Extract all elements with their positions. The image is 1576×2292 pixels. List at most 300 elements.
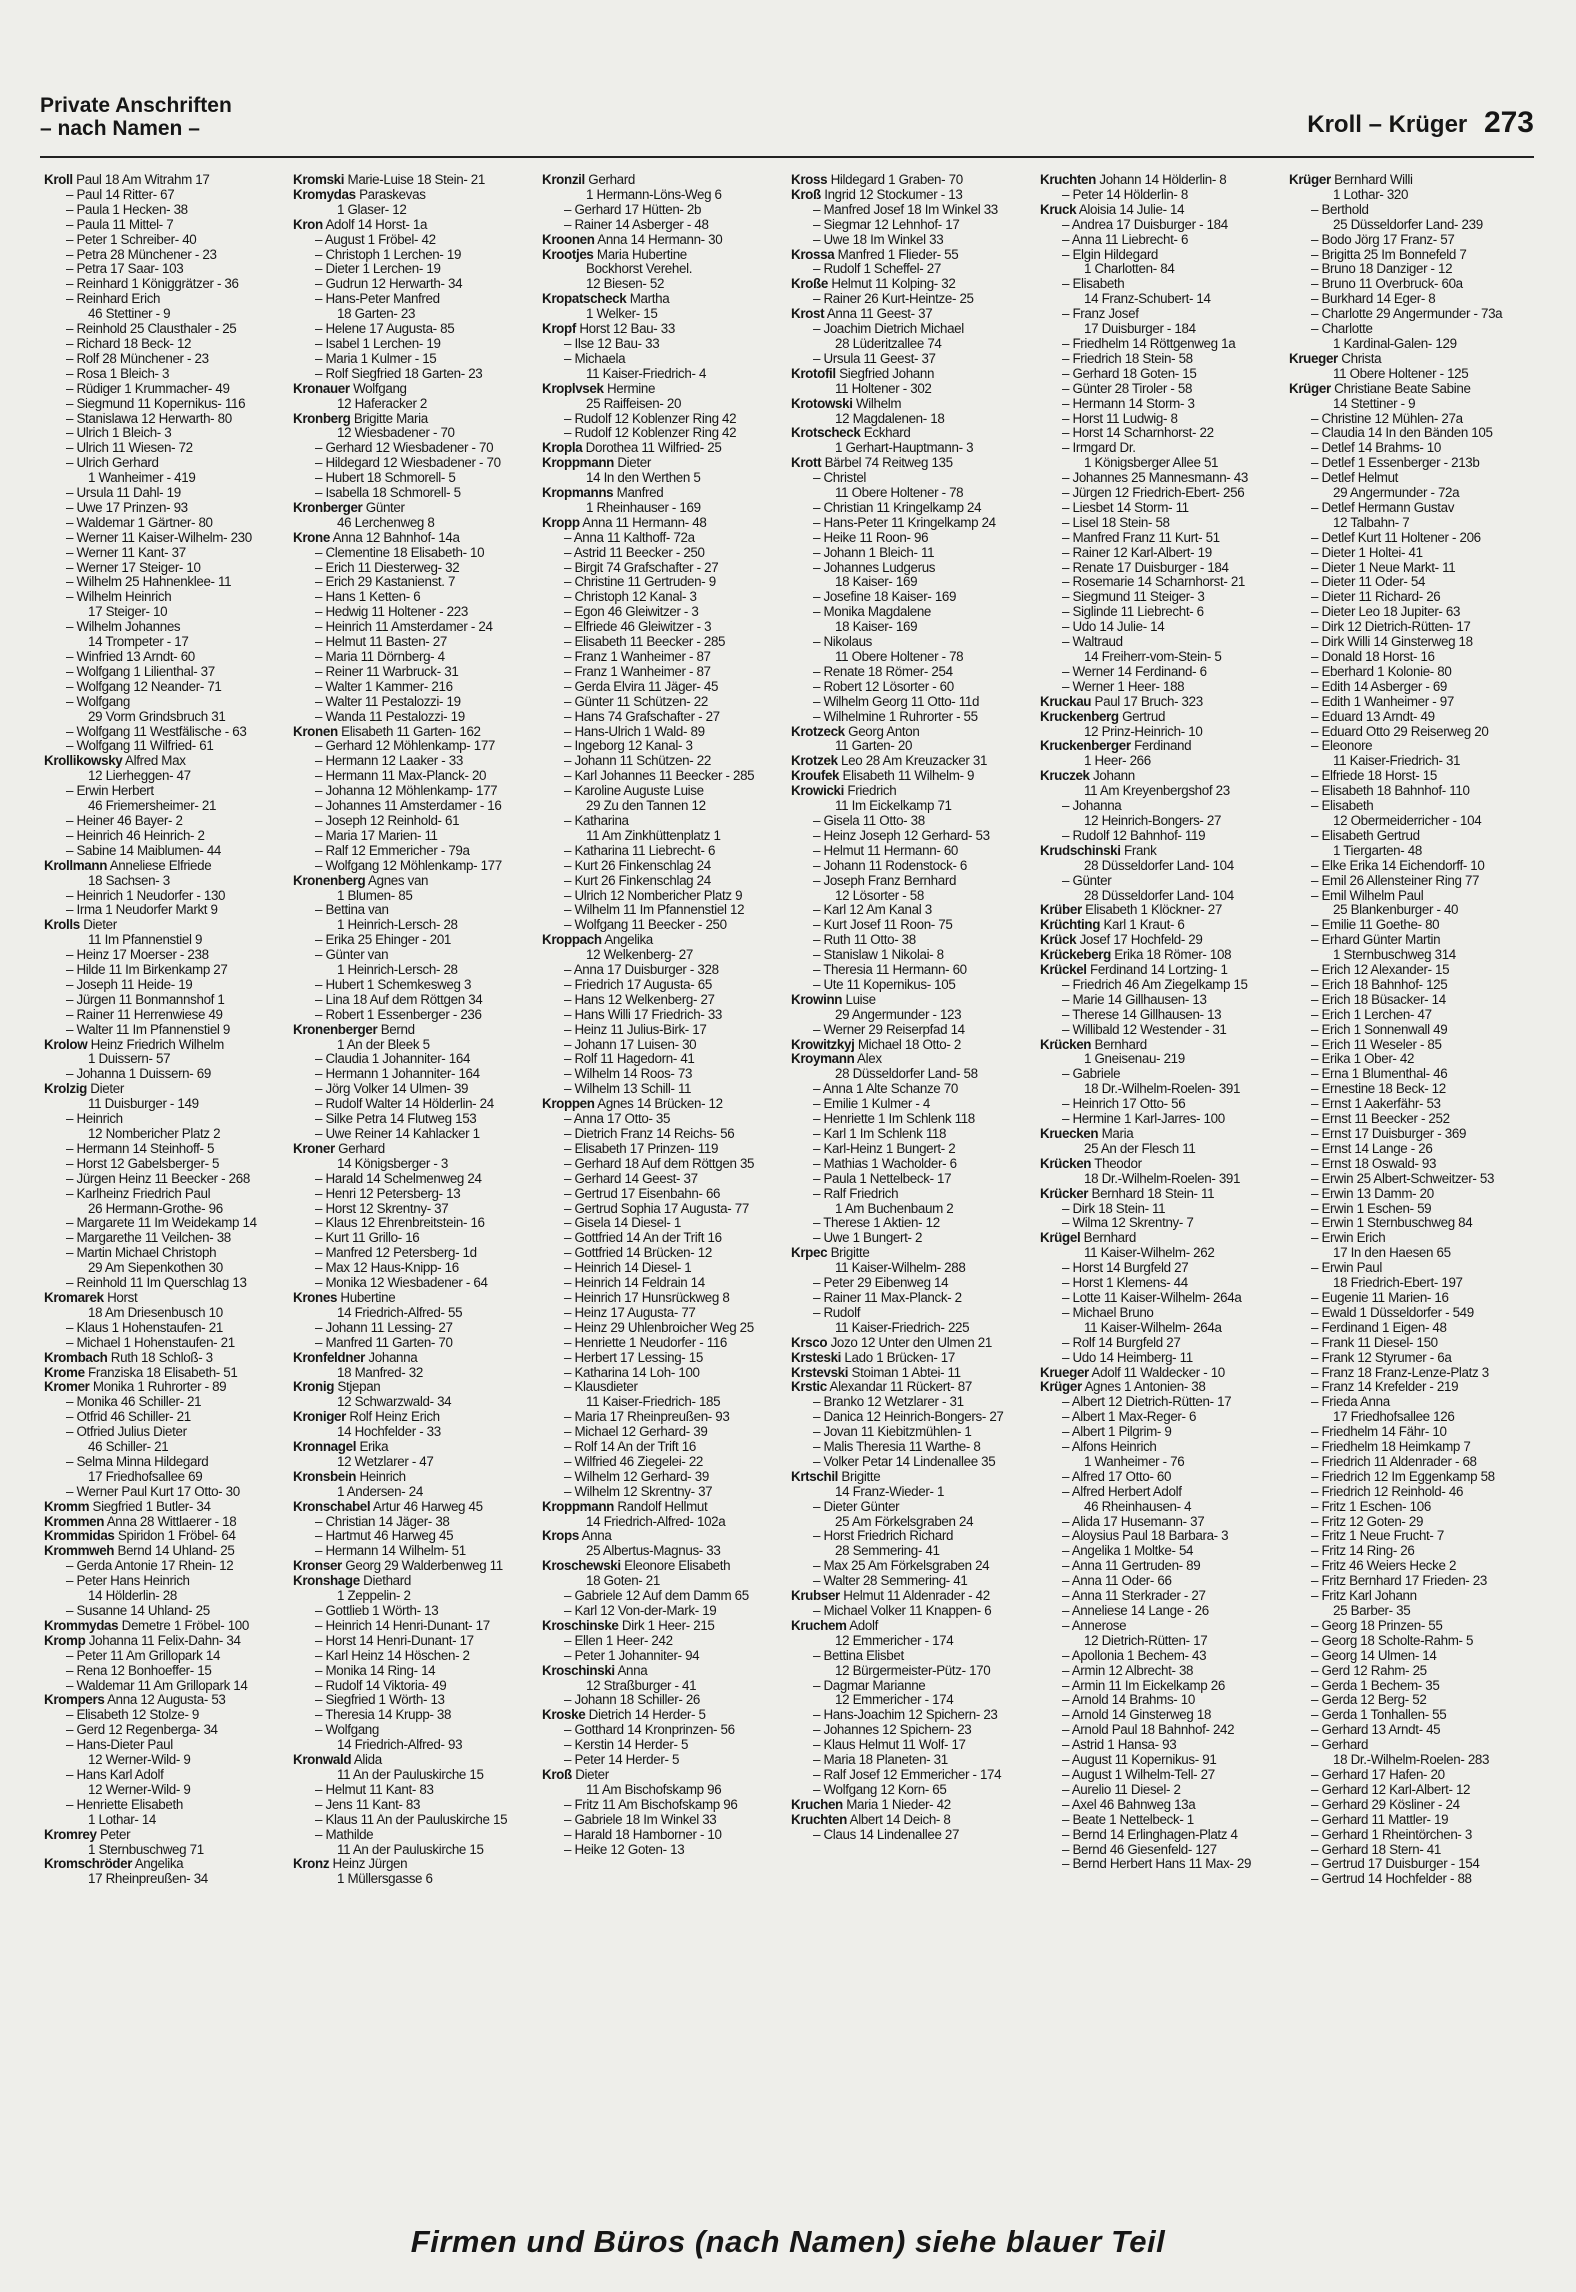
directory-entry: Kron Adolf 14 Horst- 1a <box>293 217 428 232</box>
directory-entry: – Erich 18 Büsacker- 14 <box>1311 992 1446 1007</box>
directory-entry: Kronenberg Agnes van <box>293 873 429 888</box>
directory-entry: – Maria 18 Planeten- 31 <box>813 1753 948 1768</box>
directory-entry: – Ralf 12 Emmericher - 79a <box>315 843 470 858</box>
directory-entry: 12 Emmericher - 174 <box>835 1633 954 1648</box>
directory-entry: Kronenberger Bernd <box>293 1022 415 1037</box>
directory-entry: – Gertrud 17 Eisenbahn- 66 <box>564 1186 721 1201</box>
directory-entry: – Franz 1 Wanheimer - 87 <box>564 650 711 664</box>
directory-entry: Kroufek Elisabeth 11 Wilhelm- 9 <box>791 769 975 784</box>
directory-entry: – Wolfgang 11 Wilfried- 61 <box>66 739 214 754</box>
directory-entry: – Gerhard 18 Stern- 41 <box>1311 1842 1442 1857</box>
directory-entry: – Heinz 29 Uhlenbroicher Weg 25 <box>564 1320 754 1335</box>
directory-entry: Krueger Christa <box>1289 351 1382 366</box>
directory-entry: 18 Kaiser- 169 <box>835 620 918 635</box>
directory-entry: – Erwin 13 Damm- 20 <box>1311 1186 1434 1201</box>
directory-entry: – Christoph 1 Lerchen- 19 <box>315 247 462 262</box>
directory-entry: – Peter 14 Herder- 5 <box>564 1753 680 1768</box>
directory-entry: Krotzeck Georg Anton <box>791 724 920 739</box>
directory-entry: – Emil Wilhelm Paul <box>1311 888 1424 903</box>
directory-entry: – Erwin 1 Eschen- 59 <box>1311 1201 1432 1216</box>
directory-entry: 14 Friedrich-Alfred- 93 <box>337 1738 463 1753</box>
directory-entry: – Werner 14 Ferdinand- 6 <box>1062 664 1207 679</box>
directory-entry: 17 Friedhofsallee 69 <box>88 1469 203 1484</box>
directory-entry: 1 Tiergarten- 48 <box>1333 843 1422 858</box>
directory-entry: – Berthold <box>1311 202 1369 217</box>
directory-entry: 25 An der Flesch 11 <box>1084 1141 1196 1156</box>
directory-entry: – Ulrich Gerhard <box>66 456 159 471</box>
directory-entry: – Gudrun 12 Herwarth- 34 <box>315 277 463 292</box>
directory-entry: – Eleonore <box>1311 739 1373 754</box>
directory-entry: 1 Duissern- 57 <box>88 1052 171 1067</box>
directory-entry: 14 Hölderlin- 28 <box>88 1589 177 1604</box>
directory-entry: – Heiner 46 Bayer- 2 <box>66 813 183 828</box>
directory-entry: Kruckau Paul 17 Bruch- 323 <box>1040 694 1203 709</box>
directory-entry: 18 Kaiser- 169 <box>835 575 918 590</box>
directory-entry: Kroppen Agnes 14 Brücken- 12 <box>542 1097 723 1112</box>
directory-entry: 18 Dr.-Wilhelm-Roelen- 391 <box>1084 1171 1241 1186</box>
directory-entry: – Ernst 18 Oswald- 93 <box>1311 1156 1437 1171</box>
directory-entry: – Helene 17 Augusta- 85 <box>315 322 455 337</box>
directory-entry: Bockhorst Verehel. <box>586 262 693 277</box>
directory-entry: – Friedrich 12 Im Eggenkamp 58 <box>1311 1469 1495 1484</box>
directory-entry: – Waldemar 1 Gärtner- 80 <box>66 515 213 530</box>
directory-entry: – Georg 18 Scholte-Rahm- 5 <box>1311 1633 1474 1648</box>
directory-entry: – Erich 18 Bahnhof- 125 <box>1311 977 1448 992</box>
directory-entry: Krtschil Brigitte <box>791 1469 881 1484</box>
directory-entry: – Johannes 11 Amsterdamer - 16 <box>315 799 502 814</box>
directory-entry: 17 Rheinpreußen- 34 <box>88 1872 208 1887</box>
directory-entry: 18 Sachsen- 3 <box>88 873 170 888</box>
directory-entry: – Peter 11 Am Grillopark 14 <box>66 1648 221 1663</box>
directory-entry: – Anna 11 Kalthoff- 72a <box>564 530 695 545</box>
directory-entry: – Albert 1 Max-Reger- 6 <box>1062 1410 1197 1425</box>
directory-entry: – Christine 11 Gertruden- 9 <box>564 575 716 590</box>
directory-entry: 1 Heinrich-Lersch- 28 <box>337 918 458 933</box>
directory-entry: – Christine 12 Mühlen- 27a <box>1311 411 1463 426</box>
directory-entry: 11 Garten- 20 <box>835 739 913 754</box>
directory-entry: 1 Charlotten- 84 <box>1084 262 1175 277</box>
directory-entry: – Walter 28 Semmering- 41 <box>813 1574 968 1589</box>
directory-entry: – Max 25 Am Förkelsgraben 24 <box>813 1559 990 1574</box>
directory-entry: – Rolf 11 Hagedorn- 41 <box>564 1052 695 1067</box>
directory-entry: – Klaus 1 Hohenstaufen- 21 <box>66 1320 223 1335</box>
directory-entry: – Ralf Friedrich <box>813 1186 899 1201</box>
directory-entry: – Eberhard 1 Kolonie- 80 <box>1311 664 1452 679</box>
directory-entry: – Emil 26 Allensteiner Ring 77 <box>1311 873 1480 888</box>
directory-entry: 18 Garten- 23 <box>337 307 416 322</box>
directory-entry: – Hermann 1 Johanniter- 164 <box>315 1067 480 1082</box>
directory-entry: – Jens 11 Kant- 83 <box>315 1797 421 1812</box>
directory-entry: – Mathias 1 Wacholder- 6 <box>813 1156 957 1171</box>
directory-entry: 12 Nombericher Platz 2 <box>88 1127 221 1141</box>
directory-entry: – Karl 12 Von-der-Mark- 19 <box>564 1604 717 1618</box>
directory-entry: 12 Werner-Wild- 9 <box>88 1782 191 1797</box>
directory-entry: – Horst 14 Scharnhorst- 22 <box>1062 426 1214 441</box>
directory-entry: – Helmut 11 Basten- 27 <box>315 635 447 650</box>
directory-entry: – Gerda Antonie 17 Rhein- 12 <box>66 1559 234 1574</box>
directory-entry: – Erwin 25 Albert-Schweitzer- 53 <box>1311 1171 1495 1186</box>
directory-entry: 12 Obermeiderricher - 104 <box>1333 813 1482 828</box>
directory-entry: Krüchting Karl 1 Kraut- 6 <box>1040 918 1185 933</box>
directory-entry: – Armin 12 Albrecht- 38 <box>1062 1663 1194 1678</box>
directory-entry: 1 Zeppelin- 2 <box>337 1589 411 1604</box>
directory-entry: Kroß Ingrid 12 Stockumer - 13 <box>791 187 963 202</box>
directory-entry: – Gerhard 14 Geest- 37 <box>564 1171 698 1186</box>
directory-entry: – Bettina van <box>315 903 389 918</box>
directory-entry: Krommweh Bernd 14 Uhland- 25 <box>44 1544 235 1559</box>
directory-entry: – Emilie 11 Goethe- 80 <box>1311 918 1440 933</box>
directory-entry: – Kurt Josef 11 Roon- 75 <box>813 918 953 933</box>
directory-entry: – Renate 18 Römer- 254 <box>813 664 953 679</box>
directory-entry: – Rudolf 12 Koblenzer Ring 42 <box>564 411 737 426</box>
directory-entry: – Wilhelm 13 Schill- 11 <box>564 1082 692 1097</box>
directory-entry: – Charlotte <box>1311 322 1373 337</box>
directory-entry: 46 Rheinhausen- 4 <box>1084 1499 1192 1514</box>
directory-entry: – Bodo Jörg 17 Franz- 57 <box>1311 232 1455 247</box>
directory-entry: – Heinrich 14 Henri-Dunant- 17 <box>315 1618 490 1633</box>
directory-entry: – Heinrich 17 Otto- 56 <box>1062 1097 1186 1112</box>
directory-entry: – Arnold Paul 18 Bahnhof- 242 <box>1062 1723 1235 1738</box>
directory-entry: – Manfred 12 Petersberg- 1d <box>315 1246 477 1261</box>
directory-entry: – Uwe 17 Prinzen- 93 <box>66 500 188 515</box>
directory-entry: – Karlheinz Friedrich Paul <box>66 1186 211 1201</box>
directory-entry: 1 An der Bleek 5 <box>337 1037 430 1052</box>
directory-entry: – Claus 14 Lindenallee 27 <box>813 1827 960 1842</box>
directory-entry: – Johann 17 Luisen- 30 <box>564 1037 697 1052</box>
directory-entry: 14 In den Werthen 5 <box>586 471 701 486</box>
directory-entry: – Friedhelm 14 Fähr- 10 <box>1311 1425 1447 1440</box>
directory-entry: – Eugenie 11 Marien- 16 <box>1311 1290 1449 1305</box>
directory-entry: Krolzig Dieter <box>44 1082 124 1097</box>
directory-entry: – Birgit 74 Grafschafter - 27 <box>564 560 719 575</box>
directory-entry: Krolls Dieter <box>44 918 117 933</box>
directory-entry: – Hedwig 11 Holtener - 223 <box>315 605 468 620</box>
directory-entry: – Renate 17 Duisburger - 184 <box>1062 560 1229 575</box>
directory-entry: – Günter van <box>315 948 389 963</box>
directory-entry: – Lina 18 Auf dem Röttgen 34 <box>315 992 483 1007</box>
directory-entry: – Hubert 1 Schemkesweg 3 <box>315 977 472 992</box>
directory-entry: – Liesbet 14 Storm- 11 <box>1062 500 1189 515</box>
directory-entry: – Elisabeth <box>1062 277 1125 292</box>
directory-entry: 11 Kaiser-Friedrich- 225 <box>835 1320 970 1335</box>
directory-entry: Kromp Johanna 11 Felix-Dahn- 34 <box>44 1633 241 1648</box>
directory-entry: Krommydas Demetre 1 Fröbel- 100 <box>44 1618 249 1633</box>
directory-entry: – Heinrich 46 Heinrich- 2 <box>66 828 205 843</box>
directory-entry: Krotscheck Eckhard <box>791 426 911 441</box>
directory-entry: Krommen Anna 28 Wittlaerer - 18 <box>44 1514 237 1529</box>
directory-entry: – Irmgard Dr. <box>1062 441 1136 456</box>
directory-entry: Kropatscheck Martha <box>542 292 670 307</box>
directory-entry: – Joseph 12 Reinhold- 61 <box>315 813 460 828</box>
directory-entry: – Theresia 11 Hermann- 60 <box>813 963 967 978</box>
directory-columns <box>40 173 1534 2213</box>
directory-entry: – Frieda Anna <box>1311 1395 1390 1410</box>
directory-entry: Krombach Ruth 18 Schloß- 3 <box>44 1350 213 1365</box>
directory-entry: – Josefine 18 Kaiser- 169 <box>813 590 957 605</box>
directory-entry: – Robert 12 Lösorter - 60 <box>813 679 954 694</box>
directory-entry: Kruchem Adolf <box>791 1618 878 1633</box>
directory-entry: – Jörg Volker 14 Ulmen- 39 <box>315 1082 469 1097</box>
directory-entry: 17 In den Haesen 65 <box>1333 1246 1451 1261</box>
directory-entry: Krollikowsky Alfred Max <box>44 754 186 769</box>
directory-entry: – Klaus Helmut 11 Wolf- 17 <box>813 1738 966 1753</box>
directory-entry: – Maria 17 Rheinpreußen- 93 <box>564 1410 730 1425</box>
directory-entry: – Henriette 1 Neudorfer - 116 <box>564 1335 728 1350</box>
directory-entry: – Brigitta 25 Im Bonnefeld 7 <box>1311 247 1467 262</box>
directory-entry: – Albert 12 Dietrich-Rütten- 17 <box>1062 1395 1232 1410</box>
directory-entry: – Gerhard 17 Hafen- 20 <box>1311 1767 1445 1782</box>
directory-entry: – Günter <box>1062 873 1112 888</box>
directory-entry: – Friedrich 18 Stein- 58 <box>1062 351 1193 366</box>
directory-entry: – Maria 17 Marien- 11 <box>315 828 438 843</box>
directory-entry: Kruckenberger Ferdinand <box>1040 739 1192 754</box>
directory-entry: – Petra 28 Münchener - 23 <box>66 247 217 262</box>
directory-entry: 29 Zu den Tannen 12 <box>586 799 706 814</box>
directory-entry: Kromschröder Angelika <box>44 1857 184 1872</box>
directory-entry: Kroplvsek Hermine <box>542 381 656 396</box>
directory-entry: 25 Blankenburger - 40 <box>1333 903 1459 918</box>
directory-entry: – Heinrich 14 Feldrain 14 <box>564 1276 705 1291</box>
directory-entry: 1 Kardinal-Galen- 129 <box>1333 336 1457 351</box>
directory-entry: – Friedhelm 18 Heimkamp 7 <box>1311 1440 1471 1455</box>
directory-entry: – Friedrich 12 Reinhold- 46 <box>1311 1484 1464 1499</box>
directory-entry: – Jürgen Heinz 11 Beecker - 268 <box>66 1171 250 1186</box>
directory-entry: – Therese 1 Aktien- 12 <box>813 1216 940 1231</box>
directory-entry: 14 Friedrich-Alfred- 55 <box>337 1305 463 1320</box>
directory-entry: – Winfried 13 Arndt- 60 <box>66 650 195 664</box>
directory-entry: Kropp Anna 11 Hermann- 48 <box>542 515 707 530</box>
directory-entry: – Aurelio 11 Diesel- 2 <box>1062 1782 1181 1797</box>
directory-entry: – Heinrich 14 Diesel- 1 <box>564 1261 692 1276</box>
directory-entry: 28 Lüderitzallee 74 <box>835 336 942 351</box>
directory-column-6 <box>1285 173 1534 2213</box>
directory-entry: Krones Hubertine <box>293 1290 396 1305</box>
directory-entry: – Werner 17 Steiger- 10 <box>66 560 201 575</box>
directory-entry: – Heinrich 1 Neudorfer - 130 <box>66 888 226 903</box>
directory-entry: – Maria 11 Dörnberg- 4 <box>315 650 445 664</box>
directory-entry: Krompers Anna 12 Augusta- 53 <box>44 1693 226 1708</box>
directory-entry: Kroße Helmut 11 Kolping- 32 <box>791 277 956 292</box>
directory-entry: – Gisela 14 Diesel- 1 <box>564 1216 681 1231</box>
directory-entry: – Elisabeth Gertrud <box>1311 828 1420 843</box>
directory-entry: – Gerhard 18 Goten- 15 <box>1062 366 1197 381</box>
directory-entry: – Wanda 11 Pestalozzi- 19 <box>315 709 465 724</box>
directory-entry: – Stanislaw 1 Nikolai- 8 <box>813 948 944 963</box>
directory-entry: 1 Gerhart-Hauptmann- 3 <box>835 441 974 456</box>
directory-entry: – Gerhard 12 Wiesbadener - 70 <box>315 441 494 456</box>
directory-entry: Kruchen Maria 1 Nieder- 42 <box>791 1797 951 1812</box>
directory-entry: Krowinn Luise <box>791 992 876 1007</box>
directory-entry: Kromydas Paraskevas <box>293 187 426 202</box>
directory-entry: – Rolf 28 Münchener - 23 <box>66 351 209 366</box>
directory-entry: – Johann 11 Schützen- 22 <box>564 754 711 769</box>
directory-entry: 28 Semmering- 41 <box>835 1544 940 1559</box>
directory-entry: – Karl Heinz 14 Höschen- 2 <box>315 1648 470 1663</box>
directory-entry: – Gerhard 1 Rheintörchen- 3 <box>1311 1827 1473 1842</box>
directory-entry: – Monika 14 Ring- 14 <box>315 1663 436 1678</box>
directory-entry: 14 Friedrich-Alfred- 102a <box>586 1514 726 1529</box>
directory-entry: – Wolfgang 12 Korn- 65 <box>813 1782 947 1797</box>
directory-entry: Kronen Elisabeth 11 Garten- 162 <box>293 724 481 739</box>
directory-entry: 12 Prinz-Heinrich- 10 <box>1084 724 1203 739</box>
directory-entry: Kronig Stjepan <box>293 1380 381 1395</box>
directory-entry: – Monika Magdalene <box>813 605 932 620</box>
directory-entry: Krome Franziska 18 Elisabeth- 51 <box>44 1365 238 1380</box>
directory-entry: – Jovan 11 Kiebitzmühlen- 1 <box>813 1425 972 1440</box>
directory-entry: – Isabel 1 Lerchen- 19 <box>315 336 441 351</box>
directory-entry: – Horst 12 Gabelsberger- 5 <box>66 1156 220 1171</box>
directory-entry: 11 Obere Holtener - 78 <box>835 486 964 501</box>
directory-entry: – Franz 14 Krefelder - 219 <box>1311 1380 1459 1395</box>
directory-entry: – Gerda 1 Bechem- 35 <box>1311 1678 1440 1693</box>
directory-entry: – Katharina 14 Loh- 100 <box>564 1365 700 1380</box>
directory-entry: Kromm Siegfried 1 Butler- 34 <box>44 1499 211 1514</box>
directory-entry: 1 Sternbuschweg 314 <box>1333 948 1456 963</box>
directory-entry: Kroppmann Dieter <box>542 456 651 471</box>
directory-entry: – Kerstin 14 Herder- 5 <box>564 1738 689 1753</box>
directory-entry: – Heinrich <box>66 1112 123 1127</box>
directory-entry: – Johannes 12 Spichern- 23 <box>813 1723 972 1738</box>
directory-column-3 <box>538 173 787 2213</box>
directory-entry: – Erich 11 Diesterweg- 32 <box>315 560 460 575</box>
directory-entry: 1 Rheinhauser - 169 <box>586 500 701 515</box>
directory-entry: Kroß Dieter <box>542 1767 609 1782</box>
page-number: 273 <box>1483 106 1534 139</box>
directory-entry: Kross Hildegard 1 Graben- 70 <box>791 173 963 187</box>
directory-entry: Krück Josef 17 Hochfeld- 29 <box>1040 933 1203 948</box>
directory-entry: – Dieter 1 Neue Markt- 11 <box>1311 560 1456 575</box>
directory-entry: Kronz Heinz Jürgen <box>293 1857 408 1872</box>
directory-entry: – Henriette 1 Im Schlenk 118 <box>813 1112 975 1127</box>
directory-entry: – Franz Josef <box>1062 307 1139 322</box>
directory-entry: Kroner Gerhard <box>293 1141 385 1156</box>
directory-entry: – Gerhard <box>1311 1738 1369 1753</box>
directory-entry: – Rudolf <box>813 1305 861 1320</box>
directory-entry: – Emilie 1 Kulmer - 4 <box>813 1097 930 1112</box>
directory-entry: – Wilhelm Georg 11 Otto- 11d <box>813 694 980 709</box>
directory-entry: Krudschinski Frank <box>1040 843 1157 858</box>
directory-entry: Krollmann Anneliese Elfriede <box>44 858 212 873</box>
directory-entry: – Karl 1 Im Schlenk 118 <box>813 1127 947 1141</box>
directory-entry: – Elisabeth 17 Prinzen- 119 <box>564 1141 719 1156</box>
directory-entry: 1 Heinrich-Lersch- 28 <box>337 963 458 978</box>
directory-entry: 12 Haferacker 2 <box>337 396 428 411</box>
directory-entry: – Branko 12 Wetzlarer - 31 <box>813 1395 964 1410</box>
directory-entry: 11 An der Pauluskirche 15 <box>337 1767 484 1782</box>
directory-entry: – Lisel 18 Stein- 58 <box>1062 515 1170 530</box>
directory-entry: – Horst 11 Ludwig- 8 <box>1062 411 1178 426</box>
directory-entry: – Rainer 11 Herrenwiese 49 <box>66 1007 223 1022</box>
directory-entry: – Christian 14 Jäger- 38 <box>315 1514 450 1529</box>
directory-entry: – Anneliese 14 Lange - 26 <box>1062 1604 1209 1618</box>
directory-entry: Kropf Horst 12 Bau- 33 <box>542 322 675 337</box>
directory-entry: 18 Dr.-Wilhelm-Roelen- 391 <box>1084 1082 1241 1097</box>
directory-entry: – Isabella 18 Schmorell- 5 <box>315 486 461 501</box>
directory-entry: – Reinhold 25 Clausthaler - 25 <box>66 322 237 337</box>
directory-entry: – Mathilde <box>315 1827 374 1842</box>
directory-entry: 11 Kaiser-Wilhelm- 288 <box>835 1261 966 1276</box>
directory-entry: – Heinz Joseph 12 Gerhard- 53 <box>813 828 990 843</box>
directory-entry: – Alfred 17 Otto- 60 <box>1062 1469 1172 1484</box>
directory-entry: – Dieter 1 Holtei- 41 <box>1311 545 1423 560</box>
directory-entry: – Klausdieter <box>564 1380 638 1395</box>
directory-entry: 29 Vorm Grindsbruch 31 <box>88 709 226 724</box>
directory-entry: – Angelika 1 Moltke- 54 <box>1062 1544 1194 1559</box>
directory-entry: – Reiner 11 Warbruck- 31 <box>315 664 459 679</box>
directory-entry: – Ruth 11 Otto- 38 <box>813 933 916 948</box>
directory-entry: 12 Welkenberg- 27 <box>586 948 693 963</box>
section-title: Private Anschriften <box>40 94 232 117</box>
directory-entry: – Christoph 12 Kanal- 3 <box>564 590 697 605</box>
directory-entry: – Ulrich 1 Bleich- 3 <box>66 426 172 441</box>
directory-entry: 11 Kaiser-Friedrich- 4 <box>586 366 707 381</box>
directory-entry: – Detlef Kurt 11 Holtener - 206 <box>1311 530 1481 545</box>
directory-entry: 12 Wiesbadener - 70 <box>337 426 455 441</box>
directory-entry: – Anna 11 Oder- 66 <box>1062 1574 1172 1589</box>
directory-entry: – Detlef Helmut <box>1311 471 1399 486</box>
directory-entry: – Hermann 11 Max-Planck- 20 <box>315 769 487 784</box>
directory-entry: – Peter 1 Johanniter- 94 <box>564 1648 700 1663</box>
directory-entry: – Jürgen 11 Bonmannshof 1 <box>66 992 225 1007</box>
directory-entry: – Paula 1 Nettelbeck- 17 <box>813 1171 952 1186</box>
directory-entry: 46 Friemersheimer- 21 <box>88 799 217 814</box>
directory-entry: – Erwin Paul <box>1311 1261 1382 1276</box>
directory-entry: – Horst Friedrich Richard <box>813 1529 954 1544</box>
directory-entry: Kruecken Maria <box>1040 1127 1134 1141</box>
directory-entry: – Ingeborg 12 Kanal- 3 <box>564 739 693 754</box>
directory-entry: – Werner Paul Kurt 17 Otto- 30 <box>66 1484 240 1499</box>
directory-entry: – Erhard Günter Martin <box>1311 933 1441 948</box>
directory-entry: 29 Am Siepenkothen 30 <box>88 1261 223 1276</box>
section-header <box>40 94 232 140</box>
directory-entry: Krott Bärbel 74 Reitweg 135 <box>791 456 953 471</box>
directory-entry: – Ernst 14 Lange - 26 <box>1311 1141 1433 1156</box>
directory-entry: 12 Lierheggen- 47 <box>88 769 191 784</box>
directory-entry: Kroonen Anna 14 Hermann- 30 <box>542 232 723 247</box>
directory-entry: 14 Trompeter - 17 <box>88 635 189 650</box>
directory-entry: 12 Heinrich-Bongers- 27 <box>1084 813 1222 828</box>
directory-entry: – Rudolf 14 Viktoria- 49 <box>315 1678 447 1693</box>
directory-entry: – Ernst 17 Duisburger - 369 <box>1311 1127 1467 1141</box>
directory-entry: Krücker Bernhard 18 Stein- 11 <box>1040 1186 1215 1201</box>
directory-entry: – Fritz 14 Ring- 26 <box>1311 1544 1415 1559</box>
directory-entry: 29 Angermunder - 72a <box>1333 486 1460 501</box>
directory-entry: – Joseph 11 Heide- 19 <box>66 977 193 992</box>
directory-entry: – Anna 11 Sterkrader - 27 <box>1062 1589 1206 1604</box>
directory-entry: 11 Am Zinkhüttenplatz 1 <box>586 828 721 843</box>
directory-entry: – Elisabeth <box>1311 799 1374 814</box>
directory-entry: – Edith 1 Wanheimer - 97 <box>1311 694 1454 709</box>
directory-entry: – Siegmund 11 Kopernikus- 116 <box>66 396 246 411</box>
directory-entry: – Rudolf 1 Scheffel- 27 <box>813 262 941 277</box>
directory-entry: – Richard 18 Beck- 12 <box>66 336 192 351</box>
directory-entry: – Helmut 11 Hermann- 60 <box>813 843 959 858</box>
directory-entry: – Ilse 12 Bau- 33 <box>564 336 660 351</box>
directory-entry: – Johannes Ludgerus <box>813 560 936 575</box>
directory-entry: – Anna 17 Duisburger - 328 <box>564 963 719 978</box>
directory-entry: – Selma Minna Hildegard <box>66 1454 209 1469</box>
directory-entry: – Hans 12 Welkenberg- 27 <box>564 992 715 1007</box>
directory-entry: Krubser Helmut 11 Aldenrader - 42 <box>791 1589 990 1604</box>
directory-entry: – Michael 12 Gerhard- 39 <box>564 1425 708 1440</box>
directory-entry: – Frank 11 Diesel- 150 <box>1311 1335 1438 1350</box>
directory-entry: 29 Angermunder - 123 <box>835 1007 962 1022</box>
directory-entry: – Walter 11 Pestalozzi- 19 <box>315 694 461 709</box>
directory-entry: – Fritz 1 Eschen- 106 <box>1311 1499 1431 1514</box>
directory-entry: – Fritz 11 Am Bischofskamp 96 <box>564 1797 738 1812</box>
directory-entry: – Donald 18 Horst- 16 <box>1311 650 1435 664</box>
directory-entry: – Erika 25 Ehinger - 201 <box>315 933 452 948</box>
